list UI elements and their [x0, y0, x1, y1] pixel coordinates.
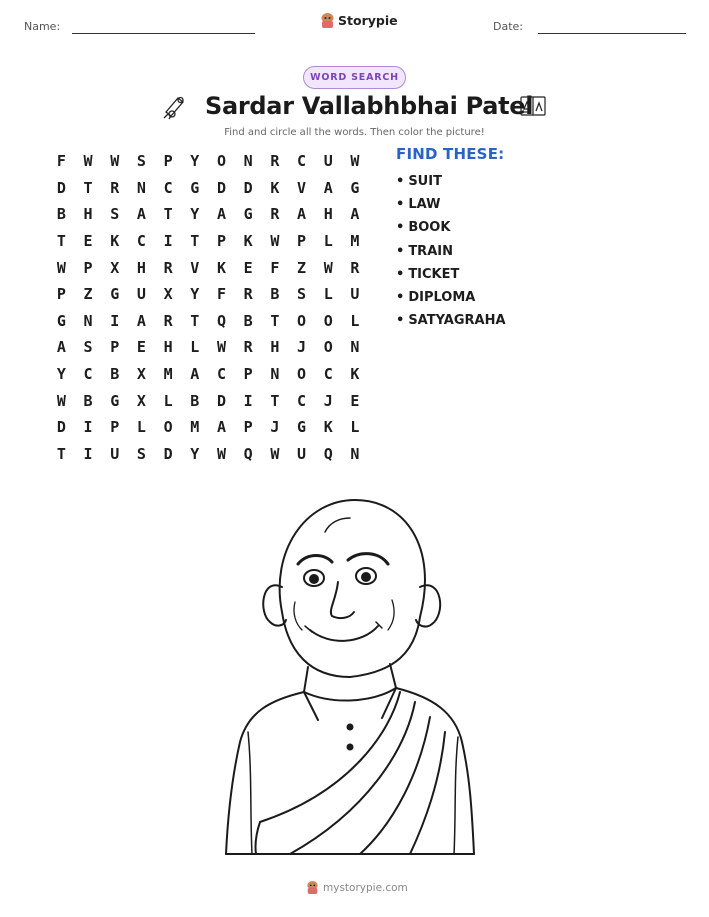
grid-letter[interactable]: W [56, 258, 66, 277]
instructions: Find and circle all the words. Then color the picture! [224, 127, 485, 138]
grid-letter[interactable]: H [323, 205, 333, 224]
name-label: Name: [24, 20, 61, 33]
grid-letter[interactable]: Y [190, 205, 200, 224]
grid-letter[interactable]: C [83, 365, 93, 384]
grid-letter[interactable]: C [297, 152, 307, 171]
grid-letter[interactable]: K [323, 418, 333, 437]
storypie-mascot-icon [320, 12, 335, 29]
bullet: • [396, 174, 405, 189]
storypie-mascot-icon [306, 880, 319, 895]
grid-letter[interactable]: T [163, 205, 173, 224]
grid-letter[interactable]: G [110, 285, 120, 304]
court-building-icon [519, 95, 547, 117]
grid-letter[interactable]: C [136, 232, 146, 251]
word-text: DIPLOMA [408, 289, 476, 305]
grid-letter[interactable]: B [270, 285, 280, 304]
bullet: • [396, 313, 405, 329]
grid-letter[interactable]: L [323, 232, 333, 251]
word-list [396, 170, 506, 332]
grid-letter[interactable]: Z [83, 285, 93, 304]
grid-letter[interactable]: L [163, 391, 173, 410]
grid-letter[interactable]: G [297, 418, 307, 437]
grid-letter[interactable]: N [350, 338, 360, 357]
grid-letter[interactable]: T [83, 178, 93, 197]
grid-letter[interactable]: A [297, 205, 307, 224]
grid-letter[interactable]: J [323, 391, 333, 410]
grid-letter[interactable]: T [56, 232, 66, 251]
grid-letter[interactable]: A [323, 178, 333, 197]
grid-letter[interactable]: V [190, 258, 200, 277]
word-list-item [396, 240, 506, 263]
grid-letter[interactable]: V [297, 178, 307, 197]
grid-letter[interactable]: C [216, 365, 226, 384]
grid-letter[interactable]: W [216, 338, 226, 357]
grid-letter[interactable]: Y [190, 444, 200, 463]
grid-letter[interactable]: R [350, 258, 360, 277]
grid-letter[interactable]: O [297, 365, 307, 384]
grid-letter[interactable]: B [83, 391, 93, 410]
grid-letter[interactable]: H [163, 338, 173, 357]
grid-letter[interactable]: M [163, 365, 173, 384]
grid-letter[interactable]: Q [216, 311, 226, 330]
grid-letter[interactable]: P [297, 232, 307, 251]
grid-letter[interactable]: H [270, 338, 280, 357]
grid-letter[interactable]: K [270, 178, 280, 197]
grid-letter[interactable]: E [83, 232, 93, 251]
grid-letter[interactable]: G [56, 311, 66, 330]
footer [306, 880, 408, 895]
grid-letter[interactable]: I [83, 418, 93, 437]
grid-letter[interactable]: B [243, 311, 253, 330]
grid-letter[interactable]: D [216, 178, 226, 197]
grid-letter[interactable]: E [350, 391, 360, 410]
grid-letter[interactable]: G [190, 178, 200, 197]
grid-letter[interactable]: U [323, 152, 333, 171]
grid-letter[interactable]: T [56, 444, 66, 463]
grid-letter[interactable]: R [163, 258, 173, 277]
grid-letter[interactable]: D [163, 444, 173, 463]
find-these-heading: FIND THESE: [396, 145, 505, 163]
grid-letter[interactable]: O [163, 418, 173, 437]
grid-letter[interactable]: Y [56, 365, 66, 384]
grid-letter[interactable]: P [110, 338, 120, 357]
word-text: TRAIN [408, 243, 453, 259]
grid-letter[interactable]: K [350, 365, 360, 384]
grid-letter[interactable]: L [350, 311, 360, 330]
bullet: • [396, 220, 405, 236]
grid-letter[interactable]: F [270, 258, 280, 277]
grid-letter[interactable]: R [270, 152, 280, 171]
word-text: TICKET [408, 266, 460, 282]
grid-letter[interactable]: G [243, 205, 253, 224]
grid-letter[interactable]: R [110, 178, 120, 197]
grid-letter[interactable]: A [190, 365, 200, 384]
grid-letter[interactable]: A [136, 205, 146, 224]
grid-letter[interactable]: H [136, 258, 146, 277]
grid-letter[interactable]: O [323, 338, 333, 357]
grid-letter[interactable]: E [243, 258, 253, 277]
grid-letter[interactable]: B [56, 205, 66, 224]
grid-letter[interactable]: W [110, 152, 120, 171]
name-line[interactable] [72, 33, 255, 34]
grid-letter[interactable]: G [110, 391, 120, 410]
grid-letter[interactable]: S [136, 152, 146, 171]
grid-letter[interactable]: W [216, 444, 226, 463]
grid-letter[interactable]: W [350, 152, 360, 171]
grid-letter[interactable]: S [83, 338, 93, 357]
grid-letter[interactable]: A [56, 338, 66, 357]
grid-letter[interactable]: X [110, 258, 120, 277]
grid-letter[interactable]: D [56, 178, 66, 197]
grid-letter[interactable]: W [56, 391, 66, 410]
grid-letter[interactable]: U [136, 285, 146, 304]
grid-letter[interactable]: N [83, 311, 93, 330]
grid-letter[interactable]: A [136, 311, 146, 330]
grid-letter[interactable]: R [163, 311, 173, 330]
grid-letter[interactable]: T [270, 311, 280, 330]
grid-letter[interactable]: L [136, 418, 146, 437]
grid-letter[interactable]: T [190, 311, 200, 330]
grid-letter[interactable]: W [270, 444, 280, 463]
grid-letter[interactable]: X [136, 365, 146, 384]
grid-letter[interactable]: P [163, 152, 173, 171]
grid-letter[interactable]: D [56, 418, 66, 437]
bullet: • [396, 197, 405, 213]
grid-letter[interactable]: P [216, 232, 226, 251]
grid-letter[interactable]: C [163, 178, 173, 197]
diploma-scroll-icon [160, 92, 188, 120]
grid-letter[interactable]: Q [323, 444, 333, 463]
date-line[interactable] [538, 33, 686, 34]
grid-letter[interactable]: T [190, 232, 200, 251]
letter-grid[interactable] [48, 148, 368, 467]
grid-letter[interactable]: B [110, 365, 120, 384]
grid-letter[interactable]: E [136, 338, 146, 357]
patel-coloring-picture[interactable] [200, 492, 500, 862]
grid-letter[interactable]: K [216, 258, 226, 277]
grid-letter[interactable]: I [243, 391, 253, 410]
grid-letter[interactable]: H [83, 205, 93, 224]
grid-letter[interactable]: R [243, 338, 253, 357]
grid-letter[interactable]: P [243, 365, 253, 384]
grid-letter[interactable]: N [136, 178, 146, 197]
grid-letter[interactable]: G [350, 178, 360, 197]
grid-letter[interactable]: P [110, 418, 120, 437]
word-search-badge: WORD SEARCH [303, 66, 406, 89]
word-text: LAW [408, 197, 441, 213]
grid-letter[interactable]: W [83, 152, 93, 171]
grid-letter[interactable]: U [110, 444, 120, 463]
grid-letter[interactable]: I [163, 232, 173, 251]
grid-letter[interactable]: F [216, 285, 226, 304]
grid-letter[interactable]: I [110, 311, 120, 330]
grid-letter[interactable]: L [350, 418, 360, 437]
grid-letter[interactable]: O [297, 311, 307, 330]
grid-letter[interactable]: J [270, 418, 280, 437]
grid-letter[interactable]: B [190, 391, 200, 410]
word-list-item [396, 170, 506, 193]
bullet: • [396, 289, 405, 305]
page-title: Sardar Vallabhbhai Patel [205, 92, 534, 120]
date-label: Date: [493, 20, 523, 33]
grid-letter[interactable]: A [216, 418, 226, 437]
grid-letter[interactable]: M [350, 232, 360, 251]
brand-name: Storypie [338, 13, 398, 28]
grid-letter[interactable]: N [350, 444, 360, 463]
grid-letter[interactable]: Y [190, 285, 200, 304]
grid-letter[interactable]: J [297, 338, 307, 357]
grid-letter[interactable]: C [297, 391, 307, 410]
grid-letter[interactable]: S [110, 205, 120, 224]
grid-letter[interactable]: Y [190, 152, 200, 171]
grid-letter[interactable]: W [323, 258, 333, 277]
grid-letter[interactable]: N [243, 152, 253, 171]
grid-letter[interactable]: A [350, 205, 360, 224]
grid-letter[interactable]: T [270, 391, 280, 410]
grid-letter[interactable]: M [190, 418, 200, 437]
grid-letter[interactable]: S [136, 444, 146, 463]
grid-letter[interactable]: P [243, 418, 253, 437]
grid-letter[interactable]: R [243, 285, 253, 304]
grid-letter[interactable]: Q [243, 444, 253, 463]
footer-url[interactable]: mystorypie.com [323, 881, 408, 894]
word-text: SATYAGRAHA [408, 313, 506, 329]
word-list-item [396, 216, 506, 239]
grid-letter[interactable]: C [323, 365, 333, 384]
word-list-item [396, 309, 506, 332]
grid-letter[interactable]: D [243, 178, 253, 197]
grid-letter[interactable]: I [83, 444, 93, 463]
word-list-item [396, 263, 506, 286]
bullet: • [396, 243, 405, 259]
grid-letter[interactable]: N [270, 365, 280, 384]
grid-letter[interactable]: O [216, 152, 226, 171]
bullet: • [396, 266, 405, 282]
grid-letter[interactable]: U [350, 285, 360, 304]
word-text: SUIT [408, 174, 442, 189]
grid-letter[interactable]: K [110, 232, 120, 251]
grid-letter[interactable]: U [297, 444, 307, 463]
grid-letter[interactable]: O [323, 311, 333, 330]
word-list-item [396, 193, 506, 216]
grid-letter[interactable]: S [297, 285, 307, 304]
grid-letter[interactable]: L [190, 338, 200, 357]
grid-letter[interactable]: P [56, 285, 66, 304]
grid-letter[interactable]: Z [297, 258, 307, 277]
grid-letter[interactable]: D [216, 391, 226, 410]
grid-letter[interactable]: F [56, 152, 66, 171]
grid-letter[interactable]: K [243, 232, 253, 251]
grid-letter[interactable]: R [270, 205, 280, 224]
grid-letter[interactable]: X [136, 391, 146, 410]
grid-letter[interactable]: X [163, 285, 173, 304]
grid-letter[interactable]: W [270, 232, 280, 251]
word-text: BOOK [408, 220, 451, 236]
title-row [0, 90, 709, 124]
grid-letter[interactable]: P [83, 258, 93, 277]
storypie-logo [320, 12, 398, 29]
grid-letter[interactable]: L [323, 285, 333, 304]
word-list-item [396, 286, 506, 309]
grid-letter[interactable]: A [216, 205, 226, 224]
